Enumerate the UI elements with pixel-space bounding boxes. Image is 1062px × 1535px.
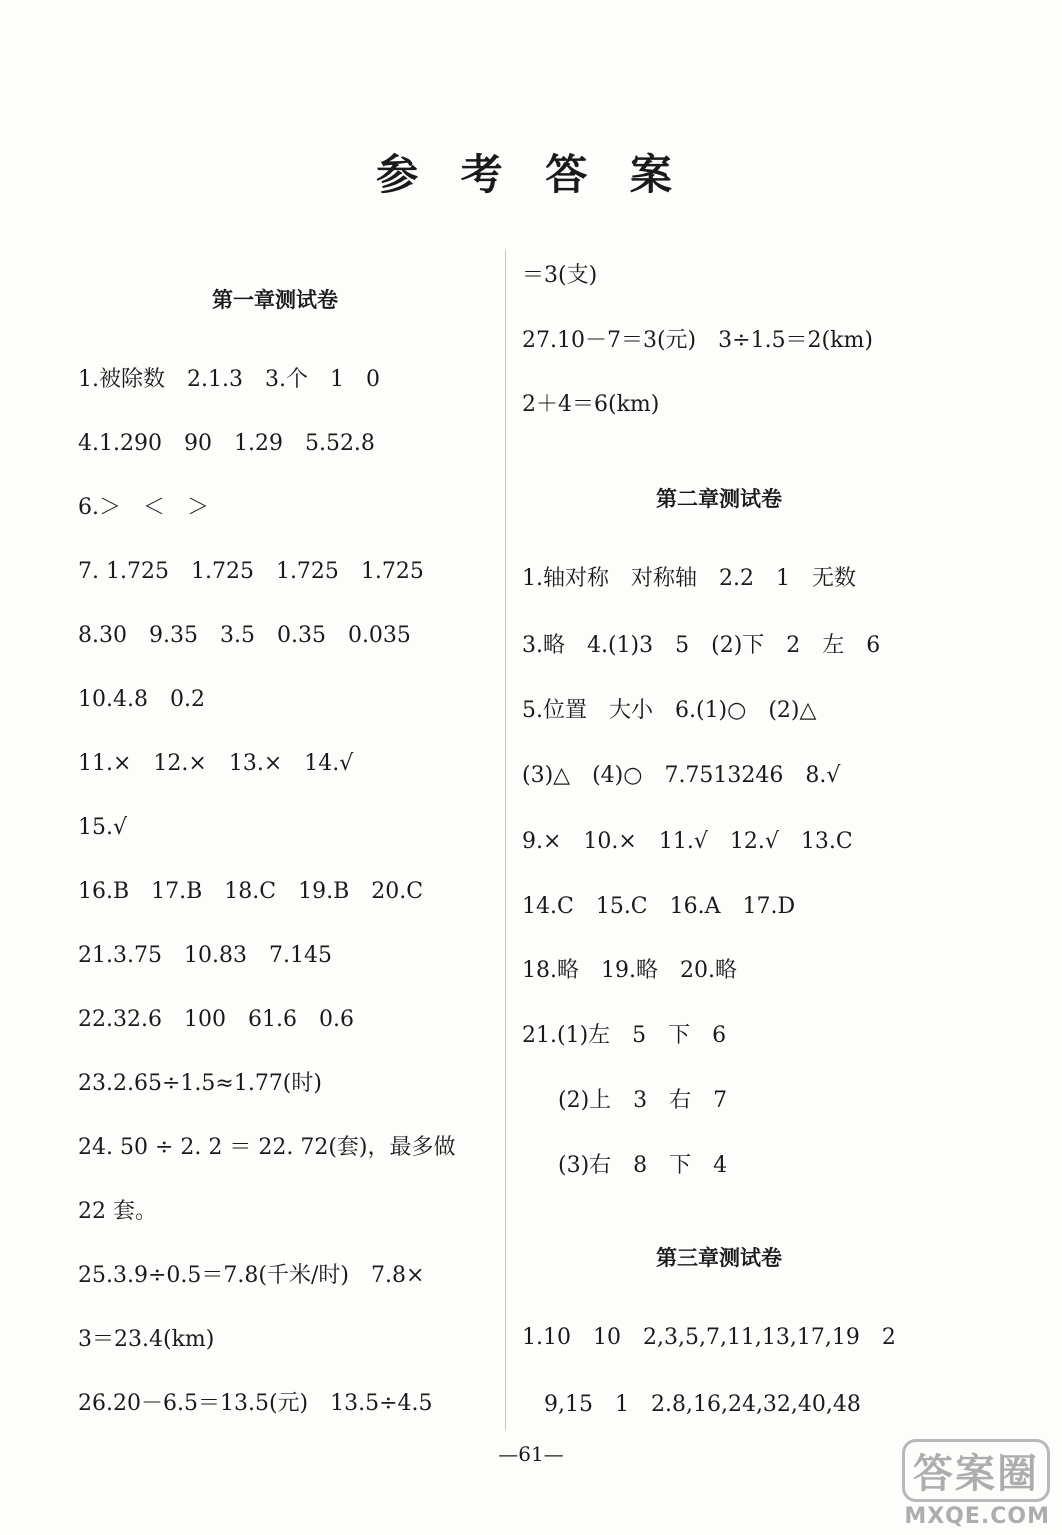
answer-line: 14.C 15.C 16.A 17.D <box>522 894 796 919</box>
answer-line: 2＋4＝6(km) <box>522 392 660 417</box>
chapter-3-heading: 第三章测试卷 <box>656 1246 782 1270</box>
answer-line: 3＝23.4(km) <box>78 1327 215 1352</box>
answer-line: 4.1.290 90 1.29 5.52.8 <box>78 431 375 456</box>
answer-line: 5.位置 大小 6.(1)○ (2)△ <box>522 698 817 723</box>
column-divider <box>505 250 506 1430</box>
answer-line: 7. 1.725 1.725 1.725 1.725 <box>78 559 424 584</box>
answer-line: 10.4.8 0.2 <box>78 687 205 712</box>
answer-line: 9,15 1 2.8,16,24,32,40,48 <box>544 1392 861 1417</box>
chapter-1-heading: 第一章测试卷 <box>212 288 338 312</box>
answer-line: 22.32.6 100 61.6 0.6 <box>78 1007 354 1032</box>
answer-line: 21.3.75 10.83 7.145 <box>78 943 332 968</box>
answer-line: 22 套。 <box>78 1199 157 1224</box>
answer-line: 3.略 4.(1)3 5 (2)下 2 左 6 <box>522 633 881 658</box>
answer-line: (3)右 8 下 4 <box>558 1153 728 1178</box>
page-title: 参 考 答 案 <box>376 150 686 199</box>
answer-line: (3)△ (4)○ 7.7513246 8.√ <box>522 763 841 788</box>
answer-line: 1.轴对称 对称轴 2.2 1 无数 <box>522 566 856 591</box>
answer-line: 6.＞ ＜ ＞ <box>78 495 209 520</box>
watermark <box>902 1439 1050 1529</box>
answer-line: 21.(1)左 5 下 6 <box>522 1023 727 1048</box>
answer-line: 8.30 9.35 3.5 0.35 0.035 <box>78 623 411 648</box>
answer-line: 16.B 17.B 18.C 19.B 20.C <box>78 879 424 904</box>
answer-line: 24. 50 ÷ 2. 2 ＝ 22. 72(套)，最多做 <box>78 1135 456 1160</box>
answer-line: ＝3(支) <box>522 263 598 288</box>
answer-line: (2)上 3 右 7 <box>558 1088 728 1113</box>
answer-line: 26.20－6.5＝13.5(元) 13.5÷4.5 <box>78 1391 433 1416</box>
answer-line: 23.2.65÷1.5≈1.77(时) <box>78 1071 322 1096</box>
answer-line: 15.√ <box>78 815 128 840</box>
answer-line: 11.× 12.× 13.× 14.√ <box>78 751 354 776</box>
answer-line: 18.略 19.略 20.略 <box>522 958 737 983</box>
answer-line: 9.× 10.× 11.√ 12.√ 13.C <box>522 829 853 854</box>
watermark-url: MXQE.COM <box>904 1504 1050 1529</box>
page-number: —61— <box>498 1442 564 1466</box>
watermark-logo: 答案圈 <box>902 1439 1050 1502</box>
answer-line: 25.3.9÷0.5＝7.8(千米/时) 7.8× <box>78 1263 425 1288</box>
chapter-2-heading: 第二章测试卷 <box>656 487 782 511</box>
answer-line: 27.10－7＝3(元) 3÷1.5＝2(km) <box>522 328 873 353</box>
answer-line: 1.10 10 2,3,5,7,11,13,17,19 2 <box>522 1325 896 1350</box>
answer-line: 1.被除数 2.1.3 3.个 1 0 <box>78 367 380 392</box>
